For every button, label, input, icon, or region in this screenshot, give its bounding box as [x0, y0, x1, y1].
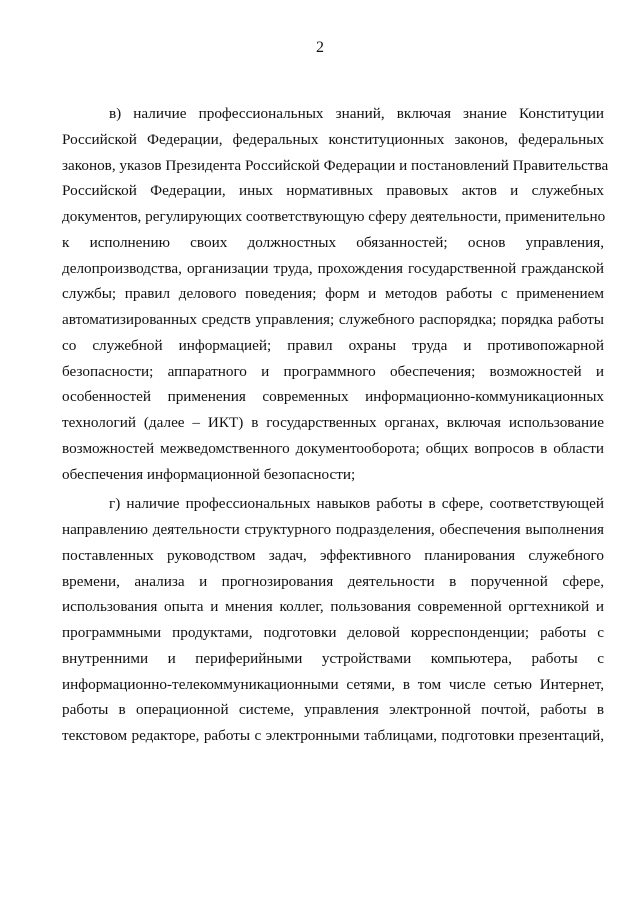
text-line: к исполнению своих должностных обязанностей; основ управления, [62, 233, 604, 251]
text-line: работы в операционной системе, управления электронной почтой, работы в [62, 701, 604, 719]
text-line: в) наличие профессиональных знаний, включая знание Конституции [109, 105, 604, 122]
text-line: законов, указов Президента Российской Федерации и постановлений Правительства [62, 156, 609, 174]
text-line: делопроизводства, организации труда, прохождения государственной гражданской [62, 259, 604, 277]
text-line: Российской Федерации, федеральных конституционных законов, федеральных [62, 130, 604, 148]
text-line: безопасности; аппаратного и программного обеспечения; возможностей и [62, 362, 604, 380]
text-line: автоматизированных средств управления; служебного распорядка; порядка работы [62, 311, 604, 328]
text-line: поставленных руководством задач, эффективного планирования служебного [62, 546, 604, 564]
paragraph-item-g [62, 491, 604, 749]
text-line: информационно-телекоммуникационными сетями, в том числе сетью Интернет, [62, 675, 604, 693]
text-line: использования опыта и мнения коллег, пользования современной оргтехникой и [62, 598, 604, 616]
text-line: г) наличие профессиональных навыков работы в сфере, соответствующей [109, 495, 604, 513]
text-line: службы; правил делового поведения; форм и методов работы с применением [62, 285, 604, 303]
text-line: направлению деятельности структурного подразделения, обеспечения выполнения [62, 521, 604, 538]
text-line: Российской Федерации, иных нормативных правовых актов и служебных [62, 182, 604, 200]
text-line: возможностей межведомственного документооборота; общих вопросов в области [62, 439, 604, 457]
paragraph-item-v [62, 101, 609, 487]
text-line: внутренними и периферийными устройствами компьютера, работы с [62, 649, 604, 667]
document-body [62, 101, 609, 749]
text-line: особенностей применения современных информационно-коммуникационных [62, 388, 604, 406]
text-line: со служебной информацией; правил охраны труда и противопожарной [62, 336, 604, 354]
text-line: документов, регулирующих соответствующую сферу деятельности, применительно [62, 208, 606, 225]
text-line: обеспечения информационной безопасности; [62, 465, 356, 483]
text-line: программными продуктами, подготовки деловой корреспонденции; работы с [62, 624, 604, 641]
text-line: текстовом редакторе, работы с электронными таблицами, подготовки презентаций, [62, 727, 604, 744]
text-line: технологий (далее – ИКТ) в государственных органах, включая использование [62, 414, 604, 431]
text-line: времени, анализа и прогнозирования деятельности в порученной сфере, [62, 572, 604, 590]
page-number: 2 [316, 39, 324, 56]
